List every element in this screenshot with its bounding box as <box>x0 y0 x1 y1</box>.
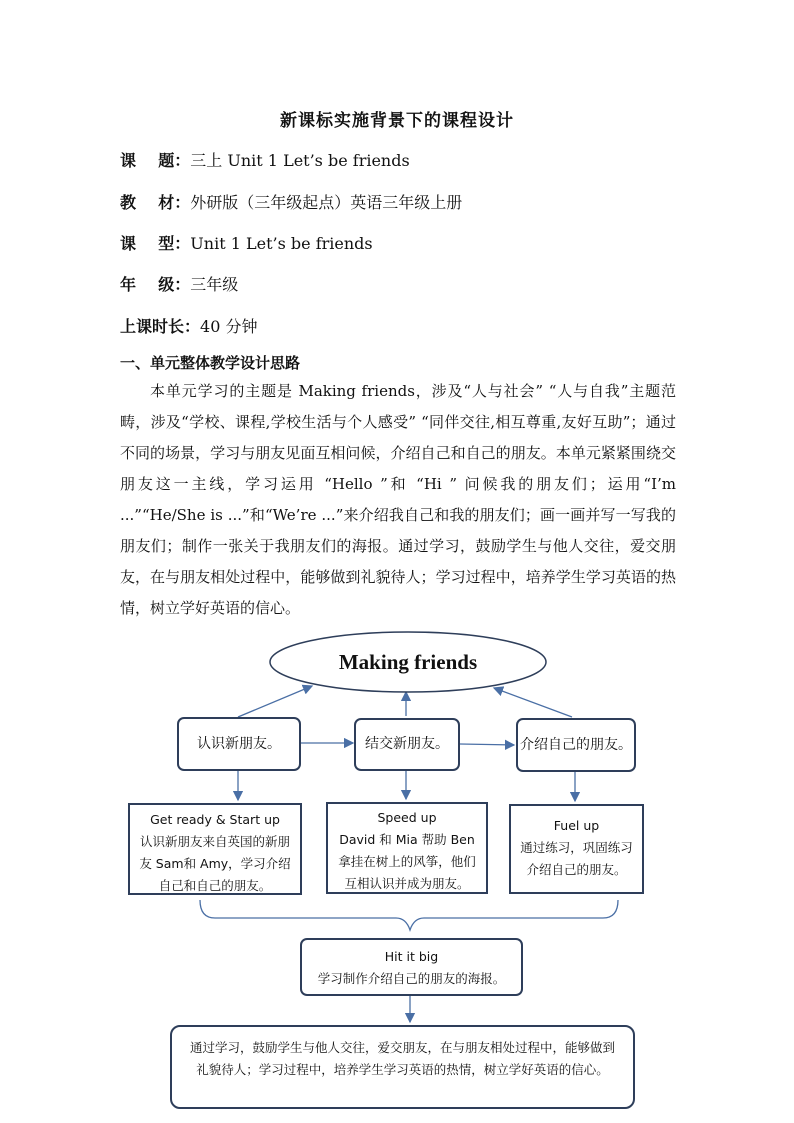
stage-box-fuelup <box>509 804 644 894</box>
field-label: 教 材： <box>120 193 191 212</box>
level1-label: 结交新朋友。 <box>365 736 449 752</box>
field-value: 40 分钟 <box>200 317 258 336</box>
level1-label: 介绍自己的朋友。 <box>520 737 632 753</box>
field-label: 上课时长： <box>120 317 201 336</box>
stage-head: Speed up <box>377 810 437 825</box>
brace <box>200 900 618 930</box>
stage-box-getready <box>128 803 302 895</box>
level1-label: 认识新朋友。 <box>197 736 281 752</box>
field-value: 三年级 <box>190 275 239 294</box>
stage-head: Fuel up <box>553 818 600 833</box>
stage-head: Get ready & Start up <box>150 812 280 827</box>
field-label: 课 题： <box>120 151 191 170</box>
arrow-left-to-center <box>238 686 312 717</box>
center-label: Making friends <box>338 650 478 674</box>
level1-box-make <box>354 718 460 771</box>
field-label: 课 型： <box>120 234 191 253</box>
summary-text: 通过学习，鼓励学生与他人交往，爱交朋友，在与朋友相处过程中，能够做到礼貌待人；学习过程中，培养学生学习英语的热情，树立学好英语的信心。 <box>189 1040 615 1077</box>
stage-box-speedup <box>326 802 488 894</box>
arrow-level1-b <box>460 744 514 745</box>
summary-box <box>170 1025 635 1109</box>
stage-body: David 和 Mia 帮助 Ben 拿挂在树上的风筝，他们互相认识并成为朋友。 <box>338 832 476 891</box>
stage-body: 认识新朋友来自英国的新朋友 Sam和 Amy，学习介绍自己和自己的朋友。 <box>139 834 291 893</box>
section-heading: 一、单元整体教学设计思路 <box>120 354 301 372</box>
arrow-right-to-center <box>494 688 572 717</box>
document-title: 新课标实施背景下的课程设计 <box>280 111 514 131</box>
field-label: 年 级： <box>120 275 191 294</box>
level1-box-meet <box>177 717 301 771</box>
field-value: 三上 Unit 1 Let’s be friends <box>190 151 410 170</box>
hit-head: Hit it big <box>384 949 439 964</box>
stage-body: 通过练习，巩固练习介绍自己的朋友。 <box>520 840 633 877</box>
field-value: Unit 1 Let’s be friends <box>190 234 373 253</box>
hit-it-big-box <box>300 938 523 996</box>
body-paragraph: 本单元学习的主题是 Making friends，涉及“人与社会” “人与自我”主题范畴，涉及“学校、课程,学校生活与个人感受” “同伴交往,相互尊重,友好互助”；通过不同的场景，学习与朋友见面互相问候，介绍自己和自己的朋友。本单元紧紧围绕交朋友这一主线，学习运用 “Hello ”和 “Hi ” 问候我的朋友们；运用“I’m ...”“He/She is ...”和“We’re ...”来介绍我自己和我的朋友们；画一画并写一写我的朋友们；制作一张关于我朋友们的海报。通过学习，鼓励学生与他人交往，爱交朋友，在与朋友相处过程中，能够做到礼貌待人；学习过程中，培养学生学习英语的热情，树立学好英语的信心。 <box>120 382 676 617</box>
hit-body: 学习制作介绍自己的朋友的海报。 <box>317 971 506 986</box>
field-value: 外研版（三年级起点）英语三年级上册 <box>190 193 463 212</box>
level1-box-introduce <box>516 718 636 772</box>
